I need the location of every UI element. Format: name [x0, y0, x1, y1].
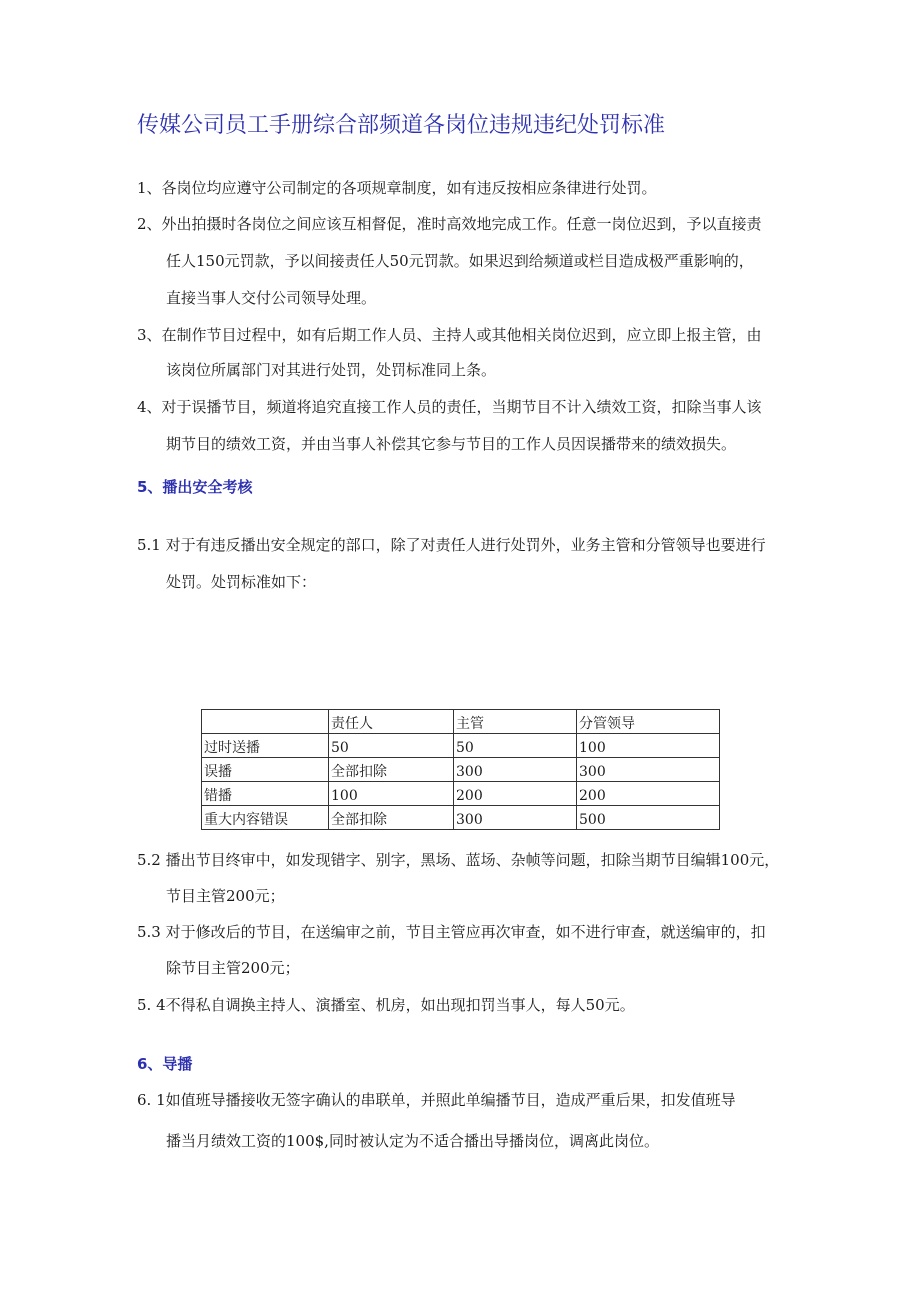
- table-header-cell: 分管领导: [577, 710, 720, 734]
- table-cell: 300: [454, 806, 577, 830]
- table-cell: 全部扣除: [329, 758, 454, 782]
- table-cell: 过时送播: [202, 734, 329, 758]
- table-cell: 200: [454, 782, 577, 806]
- paragraph-1: 1、各岗位均应遵守公司制定的各项规章制度，如有违反按相应条律进行处罚。: [137, 179, 657, 197]
- table-row: [202, 806, 720, 830]
- rule-5-2-line-2: 节目主管200元；: [166, 887, 285, 905]
- rule-5-2-line-1: 5.2 播出节目终审中，如发现错字、别字，黑场、蓝场、杂帧等问题，扣除当期节目编辑100元，: [137, 851, 780, 869]
- table-header-cell: 责任人: [329, 710, 454, 734]
- rule-5-1-line-2: 处罚。处罚标准如下：: [166, 573, 317, 591]
- table-row: [202, 782, 720, 806]
- table-header-row: [202, 710, 720, 734]
- paragraph-2-line-2: 任人150元罚款，予以间接责任人50元罚款。如果迟到给频道或栏目造成极严重影响的，: [166, 252, 754, 270]
- table-cell: 误播: [202, 758, 329, 782]
- table-cell: 全部扣除: [329, 806, 454, 830]
- paragraph-4-line-1: 4、对于误播节目，频道将追究直接工作人员的责任，当期节目不计入绩效工资，扣除当事人该: [137, 398, 762, 416]
- table-cell: 300: [577, 758, 720, 782]
- table-cell: 错播: [202, 782, 329, 806]
- paragraph-4-line-2: 期节目的绩效工资，并由当事人补偿其它参与节目的工作人员因误播带来的绩效损失。: [166, 435, 737, 453]
- table-row: [202, 758, 720, 782]
- table-cell: 50: [454, 734, 577, 758]
- paragraph-2-line-1: 2、外出拍摄时各岗位之间应该互相督促，准时高效地完成工作。任意一岗位迟到，予以直接责: [137, 215, 762, 233]
- penalty-table: [201, 709, 720, 830]
- rule-5-3-line-2: 除节目主管200元；: [166, 959, 300, 977]
- section-5-heading: 5、播出安全考核: [137, 478, 253, 496]
- table-cell: 300: [454, 758, 577, 782]
- rule-5-3-line-1: 5.3 对于修改后的节目，在送编审之前，节目主管应再次审查，如不进行审查，就送编审的，扣: [137, 923, 766, 941]
- table-header-cell: 主管: [454, 710, 577, 734]
- table-row: [202, 734, 720, 758]
- rule-6-1-line-1: 6. 1如值班导播接收无签字确认的串联单，并照此单编播节目，造成严重后果，扣发值班导: [137, 1091, 736, 1109]
- rule-6-1-line-2: 播当月绩效工资的100$,同时被认定为不适合播出导播岗位，调离此岗位。: [166, 1132, 659, 1150]
- rule-5-1-line-1: 5.1 对于有违反播出安全规定的部口，除了对责任人进行处罚外，业务主管和分管领导也要进行: [137, 536, 766, 554]
- table-cell: 200: [577, 782, 720, 806]
- document-title: 传媒公司员工手册综合部频道各岗位违规违纪处罚标准: [137, 113, 666, 138]
- table-cell: 100: [577, 734, 720, 758]
- rule-5-4: 5. 4不得私自调换主持人、演播室、机房，如出现扣罚当事人，每人50元。: [137, 996, 635, 1014]
- paragraph-3-line-1: 3、在制作节目过程中，如有后期工作人员、主持人或其他相关岗位迟到，应立即上报主管，由: [137, 326, 762, 344]
- table-cell: 50: [329, 734, 454, 758]
- table-cell: 500: [577, 806, 720, 830]
- table-header-cell: [202, 710, 329, 734]
- paragraph-3-line-2: 该岗位所属部门对其进行处罚，处罚标准同上条。: [166, 361, 497, 379]
- table-cell: 100: [329, 782, 454, 806]
- paragraph-2-line-3: 直接当事人交付公司领导处理。: [166, 289, 377, 307]
- section-6-heading: 6、导播: [137, 1055, 193, 1073]
- table-cell: 重大内容错误: [202, 806, 329, 830]
